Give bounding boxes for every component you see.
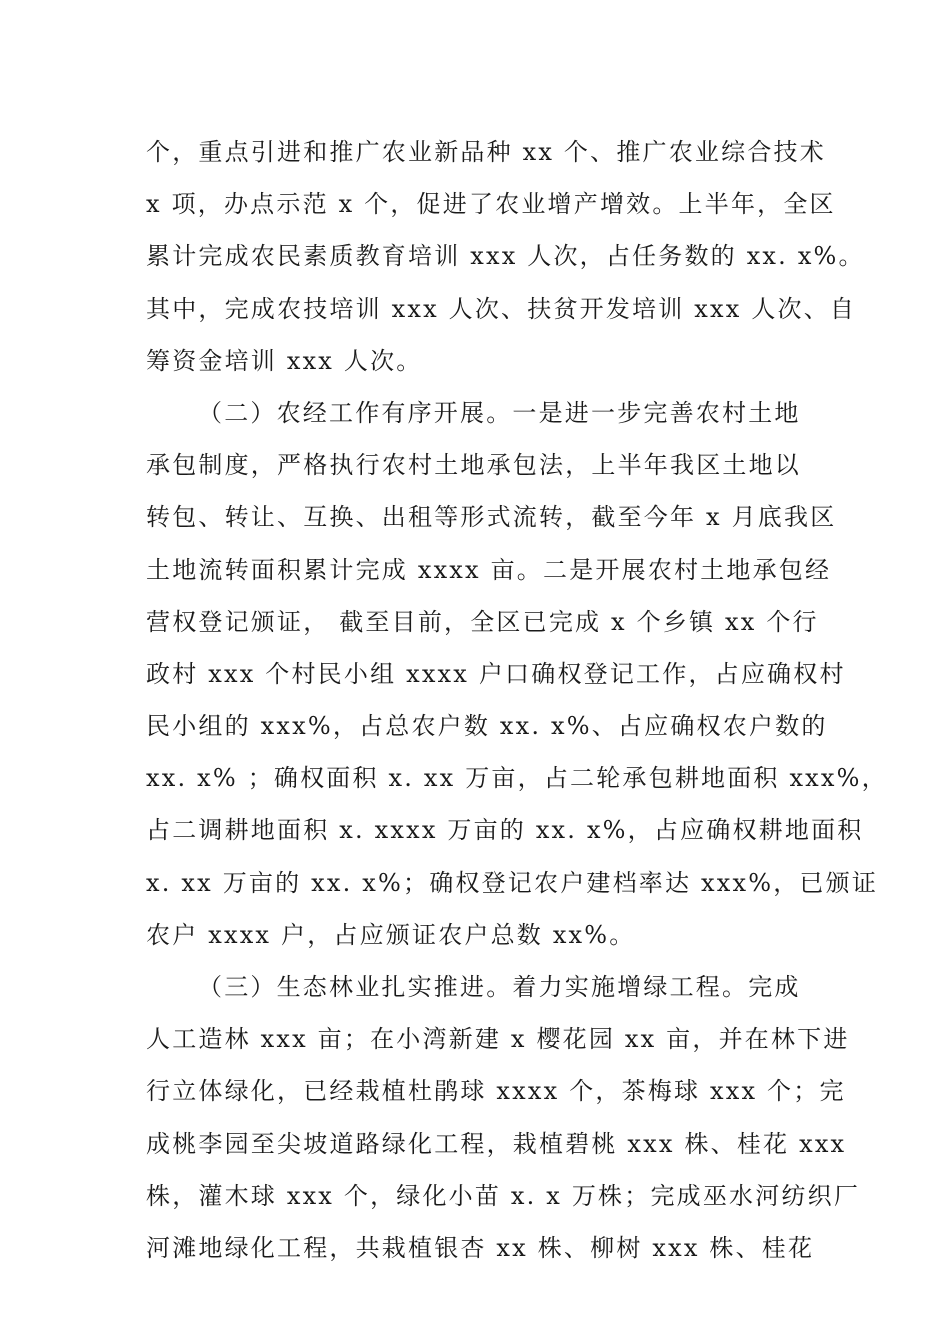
text-line: 个，重点引进和推广农业新品种 xx 个、推广农业综合技术 bbox=[146, 138, 826, 166]
text-line: 政村 xxx 个村民小组 xxxx 户口确权登记工作，占应确权村 bbox=[146, 659, 846, 688]
text-line: 转包、转让、互换、出租等形式流转，截至今年 x 月底我区 bbox=[146, 503, 837, 532]
text-line: 占二调耕地面积 x. xxxx 万亩的 xx. x%，占应确权耕地面积 bbox=[146, 816, 864, 845]
text-line: 其中，完成农技培训 xxx 人次、扶贫开发培训 xxx 人次、自 bbox=[146, 294, 857, 323]
paragraph-first-line: （二）农经工作有序开展。一是进一步完善农村土地 bbox=[198, 398, 801, 427]
text-line: 承包制度，严格执行农村土地承包法，上半年我区土地以 bbox=[146, 451, 801, 480]
text-line: 累计完成农民素质教育培训 xxx 人次，占任务数的 xx. x%。 bbox=[146, 242, 865, 271]
document-body bbox=[146, 126, 888, 1274]
paragraph-first-line: （三）生态林业扎实推进。着力实施增绿工程。完成 bbox=[198, 973, 801, 1001]
text-line: 筹资金培训 xxx 人次。 bbox=[146, 346, 423, 375]
text-line: x 项，办点示范 x 个，促进了农业增产增效。上半年，全区 bbox=[146, 190, 836, 219]
text-line: 土地流转面积累计完成 xxxx 亩。二是开展农村土地承包经 bbox=[146, 555, 832, 584]
text-line: 株，灌木球 xxx 个，绿化小苗 x. x 万株；完成巫水河纺织厂 bbox=[146, 1181, 861, 1210]
text-line: xx. x% ；确权面积 x. xx 万亩，占二轮承包耕地面积 xxx%， bbox=[146, 764, 888, 793]
text-line: 行立体绿化，已经栽植杜鹃球 xxxx 个，茶梅球 xxx 个；完 bbox=[146, 1077, 846, 1106]
text-line: 人工造林 xxx 亩；在小湾新建 x 樱花园 xx 亩，并在林下进 bbox=[146, 1025, 850, 1054]
text-line: x. xx 万亩的 xx. x%；确权登记农户建档率达 xxx%，已颁证 bbox=[146, 868, 879, 897]
text-line: 河滩地绿化工程，共栽植银杏 xx 株、柳树 xxx 株、桂花 bbox=[146, 1233, 815, 1262]
text-line: 成桃李园至尖坡道路绿化工程，栽植碧桃 xxx 株、桂花 xxx bbox=[146, 1129, 847, 1158]
text-line: 农户 xxxx 户，占应颁证农户总数 xx%。 bbox=[146, 920, 636, 949]
text-line: 民小组的 xxx%，占总农户数 xx. x%、占应确权农户数的 bbox=[146, 712, 828, 741]
text-line: 营权登记颁证， 截至目前，全区已完成 x 个乡镇 xx 个行 bbox=[146, 607, 819, 636]
